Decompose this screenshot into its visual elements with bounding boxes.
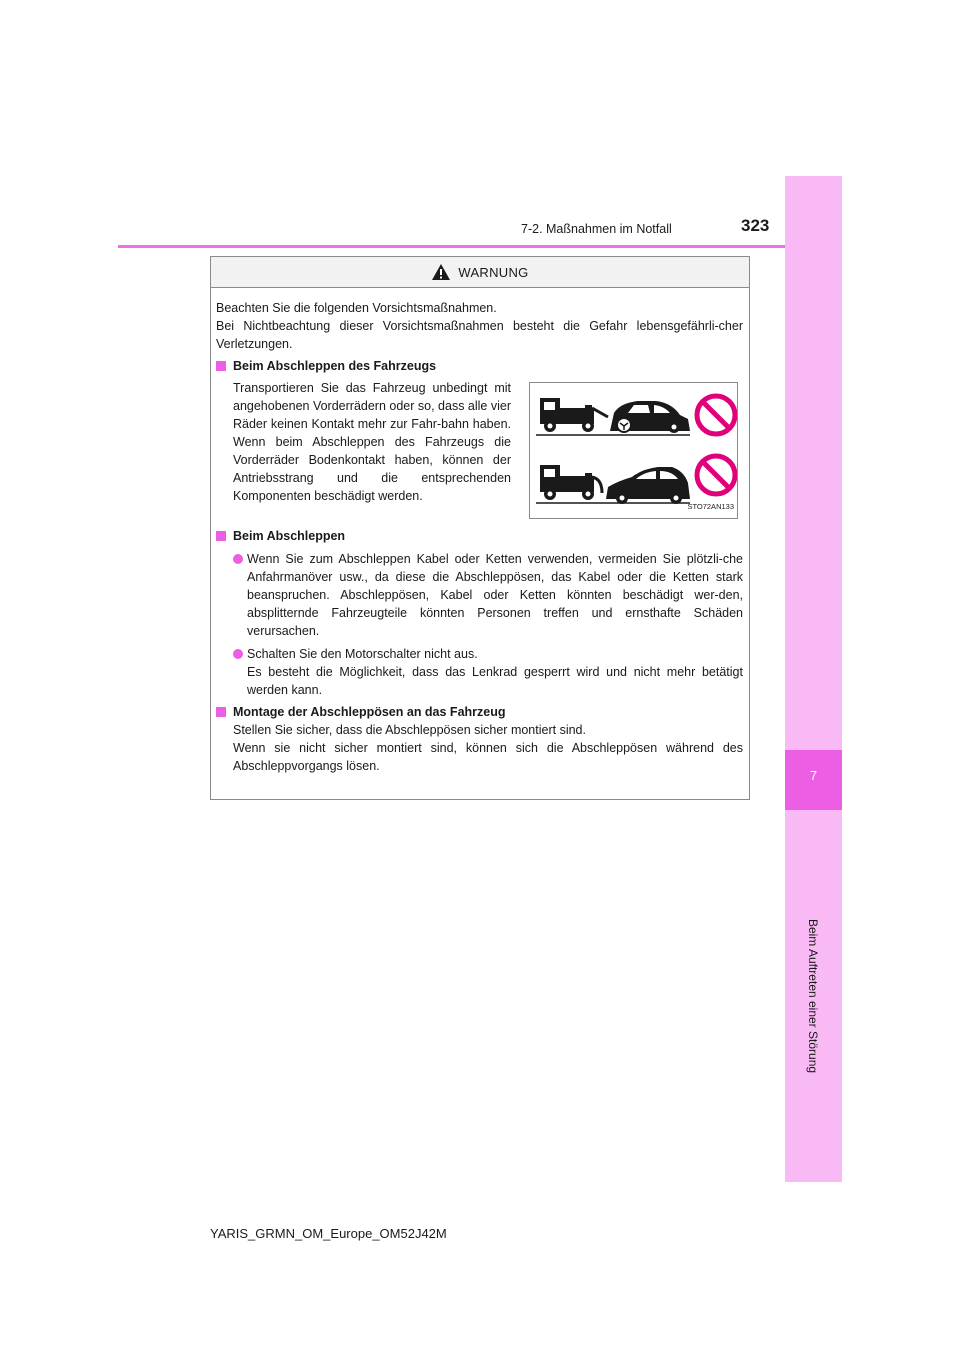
header-section-title: 7-2. Maßnahmen im Notfall <box>521 222 672 236</box>
list-item-text: Schalten Sie den Motorschalter nicht aus. <box>247 647 478 661</box>
prohibition-icon <box>697 396 735 434</box>
tow-scene-lower <box>536 465 690 504</box>
warning-intro-1: Beachten Sie die folgenden Vorsichtsmaßnahmen. <box>216 301 497 315</box>
figure-id: STO72AN133 <box>687 502 734 511</box>
warning-intro-2: Bei Nichtbeachtung dieser Vorsichtsmaßnahmen besteht die Gefahr lebensgefährli-cher Verletzungen. <box>216 319 743 351</box>
square-bullet-icon <box>216 531 226 541</box>
round-bullet-icon <box>233 649 243 659</box>
chapter-number-block <box>785 750 842 810</box>
section-heading-label: Montage der Abschleppösen an das Fahrzeug <box>233 705 506 719</box>
header-rule <box>118 245 785 248</box>
chapter-number: 7 <box>809 768 818 783</box>
chapter-title: Beim Auftreten einer Störung <box>806 918 820 1074</box>
square-bullet-icon <box>216 707 226 717</box>
warning-header <box>211 257 749 288</box>
list-item-text: Es besteht die Möglichkeit, dass das Lenkrad gesperrt wird und nicht mehr betätigt werden kann. <box>247 665 743 697</box>
round-bullet-icon <box>233 554 243 564</box>
warning-triangle-icon <box>431 263 451 281</box>
towing-illustration <box>529 382 738 519</box>
tow-eye-text-1: Stellen Sie sicher, dass die Abschleppösen sicher montiert sind. <box>233 723 586 737</box>
section-heading-label: Beim Abschleppen des Fahrzeugs <box>233 359 437 373</box>
footer-doc-id: YARIS_GRMN_OM_Europe_OM52J42M <box>210 1226 447 1241</box>
section-heading-label: Beim Abschleppen <box>233 529 346 543</box>
page-number: 323 <box>741 216 770 235</box>
warning-title: WARNUNG <box>458 264 529 280</box>
list-item <box>216 645 743 699</box>
prohibition-icon <box>697 456 735 494</box>
list-item-text: Wenn Sie zum Abschleppen Kabel oder Ketten verwenden, vermeiden Sie plötzli-che Anfahrmanöver usw., da diese die Abschleppösen, das Kabel oder die Ketten stark beanspruchen. Abschleppösen, Kabel oder Ketten könnten beschädigt wer-den, absplitternde Fahrzeugteile könnten Personen treffen und ernsthafte Schäden verursachen. <box>247 552 743 638</box>
tow-scene-upper <box>536 398 690 435</box>
chapter-side-tab <box>785 176 842 1182</box>
section-heading-tow-eye-mounting <box>216 703 743 721</box>
section-heading-towing-vehicle <box>216 357 743 375</box>
towing-block <box>216 379 743 523</box>
section-heading-towing <box>216 527 743 545</box>
towing-text: Transportieren Sie das Fahrzeug unbedingt mit angehobenen Vorderrädern oder so, dass alle vier Räder keinen Kontakt mehr zur Fahr-bahn haben. Wenn beim Abschleppen des Fahrzeugs die Vorderräder Bodenkontakt haben, können der Antriebsstrang und die entsprechenden Komponenten beschädigt werden. <box>233 381 511 503</box>
warning-box <box>210 256 750 800</box>
list-item <box>216 550 743 640</box>
tow-eye-text-2: Wenn sie nicht sicher montiert sind, können sich die Abschleppösen während des Abschleppvorgangs lösen. <box>233 741 743 773</box>
warning-body <box>216 299 743 775</box>
square-bullet-icon <box>216 361 226 371</box>
